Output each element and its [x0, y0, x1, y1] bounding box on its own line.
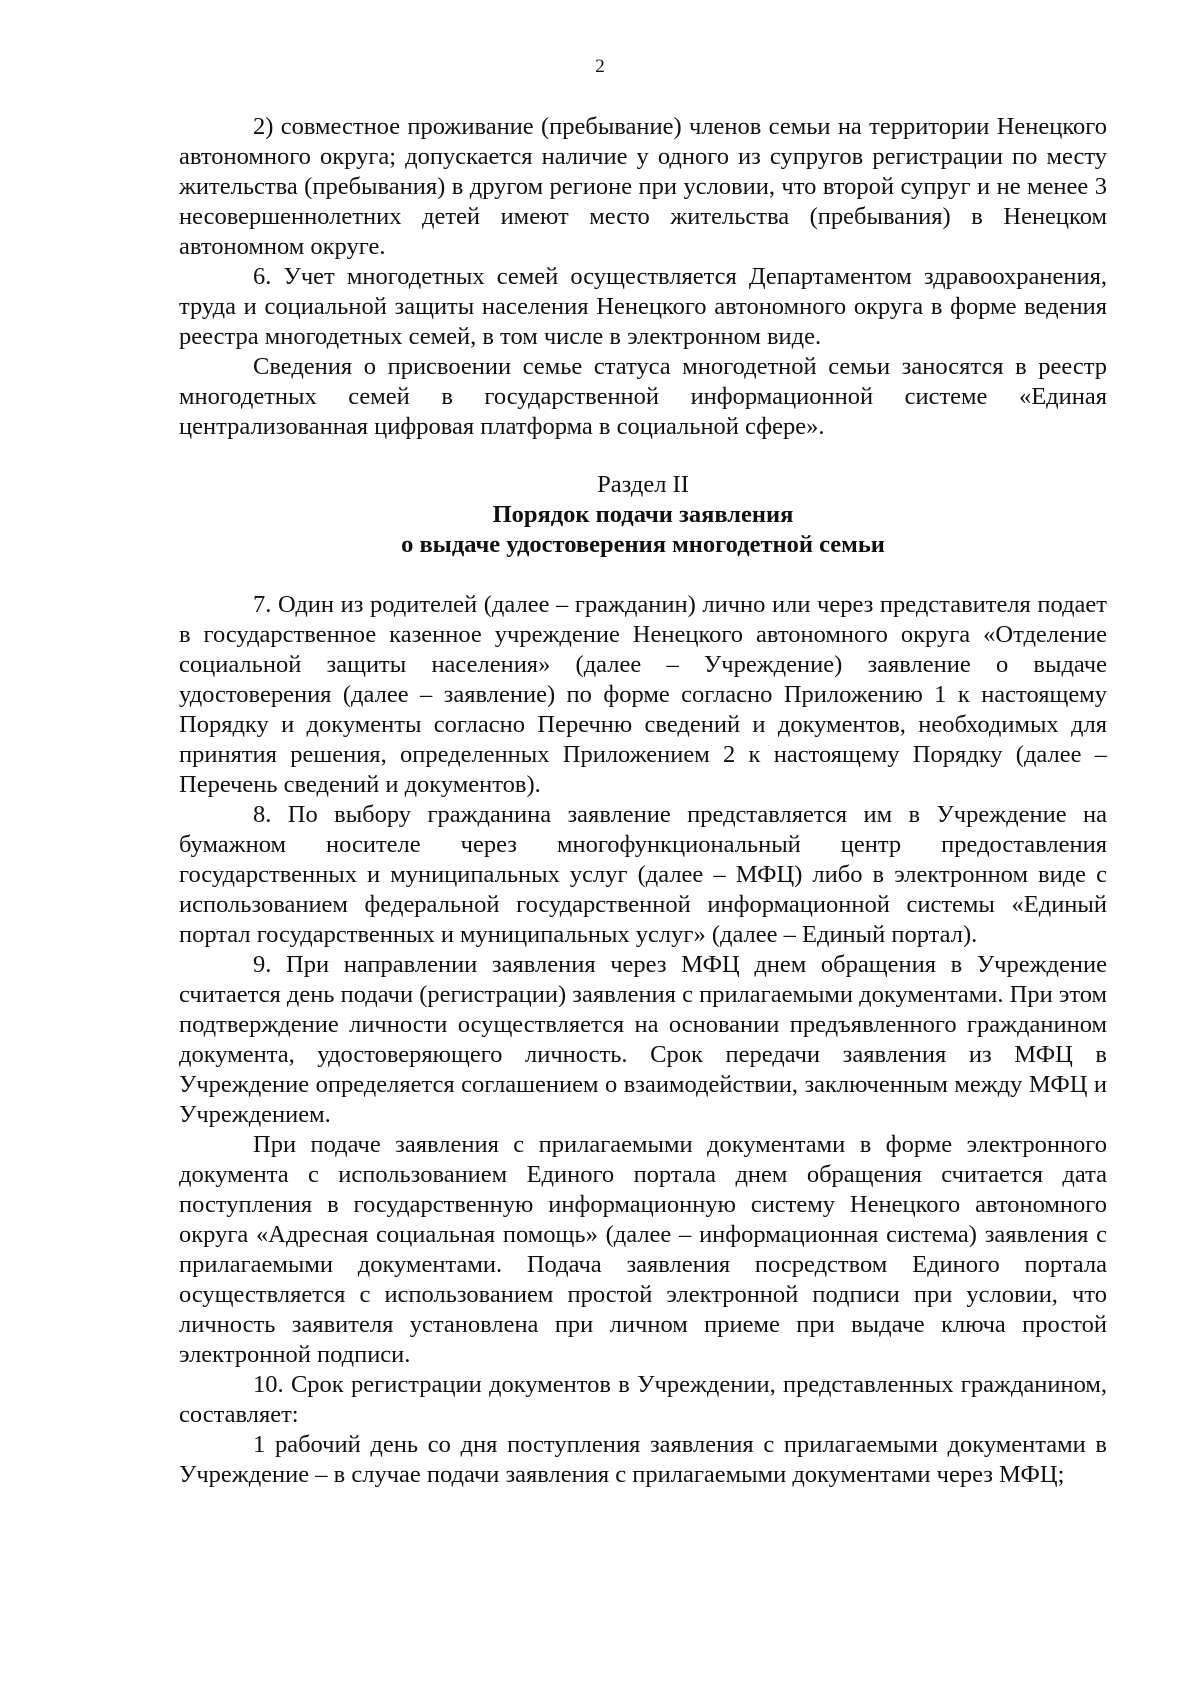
paragraph-registry-platform: Сведения о присвоении семье статуса многодетной семьи заносятся в реестр многодетных семей в государственной информационной системе «Единая централизованная цифровая платформа в социальной сфере».: [179, 353, 1107, 440]
paragraph-one-working-day: 1 рабочий день со дня поступления заявления с прилагаемыми документами в Учреждение – в случае подачи заявления с прилагаемыми документами через МФЦ;: [179, 1431, 1107, 1488]
page-number: 2: [595, 56, 605, 77]
section-heading: [179, 470, 1107, 560]
document-body: [179, 112, 1107, 1490]
paragraph-10-registration-term: 10. Срок регистрации документов в Учреждении, представленных гражданином, составляет:: [179, 1371, 1107, 1428]
paragraph-6-registry: 6. Учет многодетных семей осуществляется Департаментом здравоохранения, труда и социальной защиты населения Ненецкого автономного округа в форме ведения реестра многодетных семей, в том числе в электронном виде.: [179, 263, 1107, 350]
section-title-line-1: Порядок подачи заявления: [492, 501, 794, 528]
section-label: Раздел II: [597, 471, 689, 498]
paragraph-7-application: 7. Один из родителей (далее – гражданин) лично или через представителя подает в государственное казенное учреждение Ненецкого автономного округа «Отделение социальной защиты населения» (далее – Учреждение) заявление о выдаче удостоверения (далее – заявление) по форме согласно Приложению 1 к настоящему Порядку и документы согласно Перечню сведений и документов, необходимых для принятия решения, определенных Приложением 2 к настоящему Порядку (далее – Перечень сведений и документов).: [179, 591, 1107, 798]
section-title-line-2: о выдаче удостоверения многодетной семьи: [401, 531, 885, 558]
paragraph-9-mfc: 9. При направлении заявления через МФЦ днем обращения в Учреждение считается день подачи (регистрации) заявления с прилагаемыми документами. При этом подтверждение личности осуществляется на основании предъявленного гражданином документа, удостоверяющего личность. Срок передачи заявления из МФЦ в Учреждение определяется соглашением о взаимодействии, заключенным между МФЦ и Учреждением.: [179, 951, 1107, 1128]
paragraph-residence-condition: 2) совместное проживание (пребывание) членов семьи на территории Ненецкого автономного округа; допускается наличие у одного из супругов регистрации по месту жительства (пребывания) в другом регионе при условии, что второй супруг и не менее 3 несовершеннолетних детей имеют место жительства (пребывания) в Ненецком автономном округе.: [179, 113, 1107, 260]
paragraph-electronic-submission: При подаче заявления с прилагаемыми документами в форме электронного документа с использованием Единого портала днем обращения считается дата поступления в государственную информационную систему Ненецкого автономного округа «Адресная социальная помощь» (далее – информационная система) заявления с прилагаемыми документами. Подача заявления посредством Единого портала осуществляется с использованием простой электронной подписи при условии, что личность заявителя установлена при личном приеме при выдаче ключа простой электронной подписи.: [179, 1131, 1107, 1368]
paragraph-8-submission: 8. По выбору гражданина заявление представляется им в Учреждение на бумажном носителе через многофункциональный центр предоставления государственных и муниципальных услуг (далее – МФЦ) либо в электронном виде с использованием федеральной государственной информационной системы «Единый портал государственных и муниципальных услуг» (далее – Единый портал).: [179, 801, 1107, 948]
